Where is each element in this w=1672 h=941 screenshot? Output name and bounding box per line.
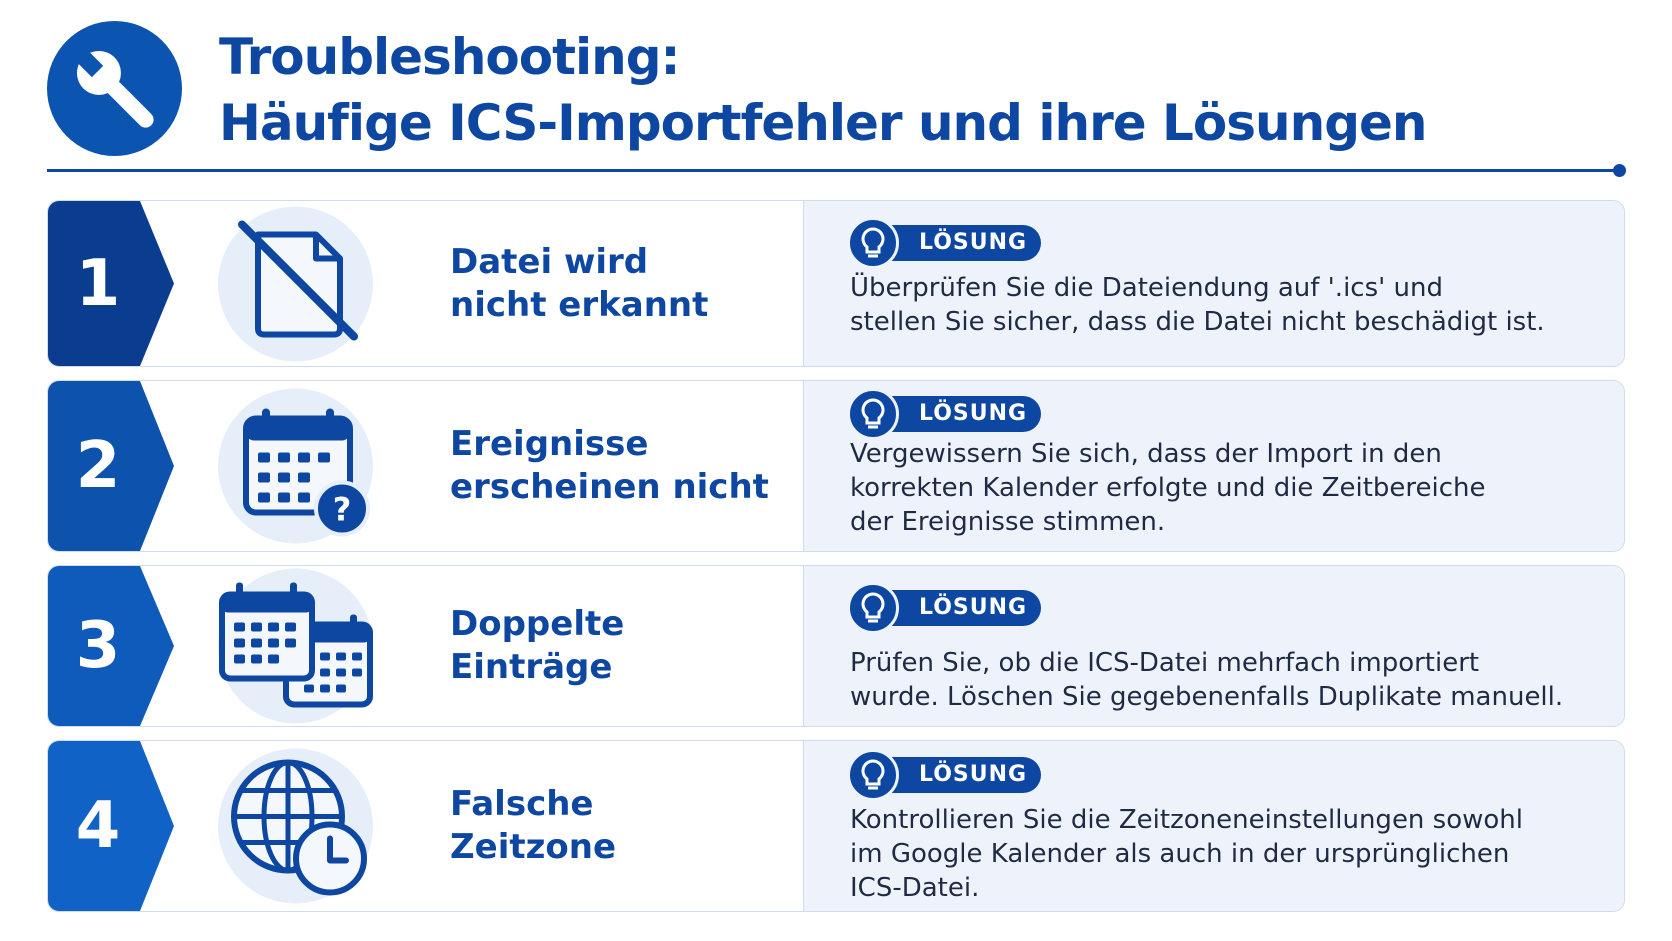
header [0, 0, 1672, 180]
file-crossed-icon [218, 206, 373, 361]
svg-text:?: ? [332, 490, 352, 529]
solution-badge [847, 392, 1047, 436]
solution-text: Kontrollieren Sie die Zeitzoneneinstellungen sowohl im Google Kalender als auch in der ursprünglichen ICS-Datei. [850, 805, 1524, 903]
solution-text: Überprüfen Sie die Dateiendung auf '.ics' und stellen Sie sicher, dass die Datei nicht beschädigt ist. [850, 273, 1545, 337]
problem-title: Doppelte Einträge [450, 604, 625, 687]
wrench-icon [47, 21, 182, 156]
step-number-badge [48, 566, 188, 726]
problem-title: Ereignisse erscheinen nicht [450, 424, 769, 507]
globe-clock-icon [218, 749, 373, 904]
solution-label: LÖSUNG [919, 762, 1028, 787]
troubleshooting-row-2 [47, 380, 1625, 552]
solution-badge [847, 221, 1047, 265]
lightbulb-icon [847, 582, 899, 634]
troubleshooting-row-3 [47, 565, 1625, 727]
solution-panel [803, 741, 1624, 911]
solution-label: LÖSUNG [919, 595, 1028, 620]
troubleshooting-row-1 [47, 200, 1625, 367]
problem-title: Datei wird nicht erkannt [450, 241, 709, 325]
step-number: 1 [75, 246, 121, 321]
duplicate-calendar-icon [218, 569, 373, 724]
lightbulb-icon [847, 749, 899, 801]
solution-panel [803, 566, 1624, 726]
troubleshooting-row-4 [47, 740, 1625, 912]
step-number: 4 [75, 789, 121, 863]
lightbulb-icon [847, 388, 899, 440]
step-number-badge [48, 381, 188, 551]
step-number: 2 [75, 429, 121, 503]
step-number-badge [48, 201, 188, 366]
step-number-badge [48, 741, 188, 911]
page-title-line2: Häufige ICS-Importfehler und ihre Lösungen [219, 94, 1427, 152]
page-title-line1: Troubleshooting: [219, 28, 680, 86]
solution-text: Vergewissern Sie sich, dass der Import in den korrekten Kalender erfolgte und die Zeitbereiche der Ereignisse stimmen. [850, 439, 1486, 537]
header-divider [47, 169, 1622, 172]
step-number: 3 [75, 609, 121, 683]
calendar-question-icon [218, 389, 373, 544]
header-divider-dot [1613, 164, 1626, 177]
solution-text: Prüfen Sie, ob die ICS-Datei mehrfach importiert wurde. Löschen Sie gegebenenfalls Duplikate manuell. [850, 648, 1564, 712]
lightbulb-icon [847, 217, 899, 269]
solution-label: LÖSUNG [919, 230, 1028, 255]
problem-title: Falsche Zeitzone [450, 784, 617, 867]
solution-panel [803, 381, 1624, 551]
solution-badge [847, 753, 1047, 797]
solution-label: LÖSUNG [919, 401, 1028, 426]
solution-badge [847, 586, 1047, 630]
solution-panel [803, 201, 1624, 366]
